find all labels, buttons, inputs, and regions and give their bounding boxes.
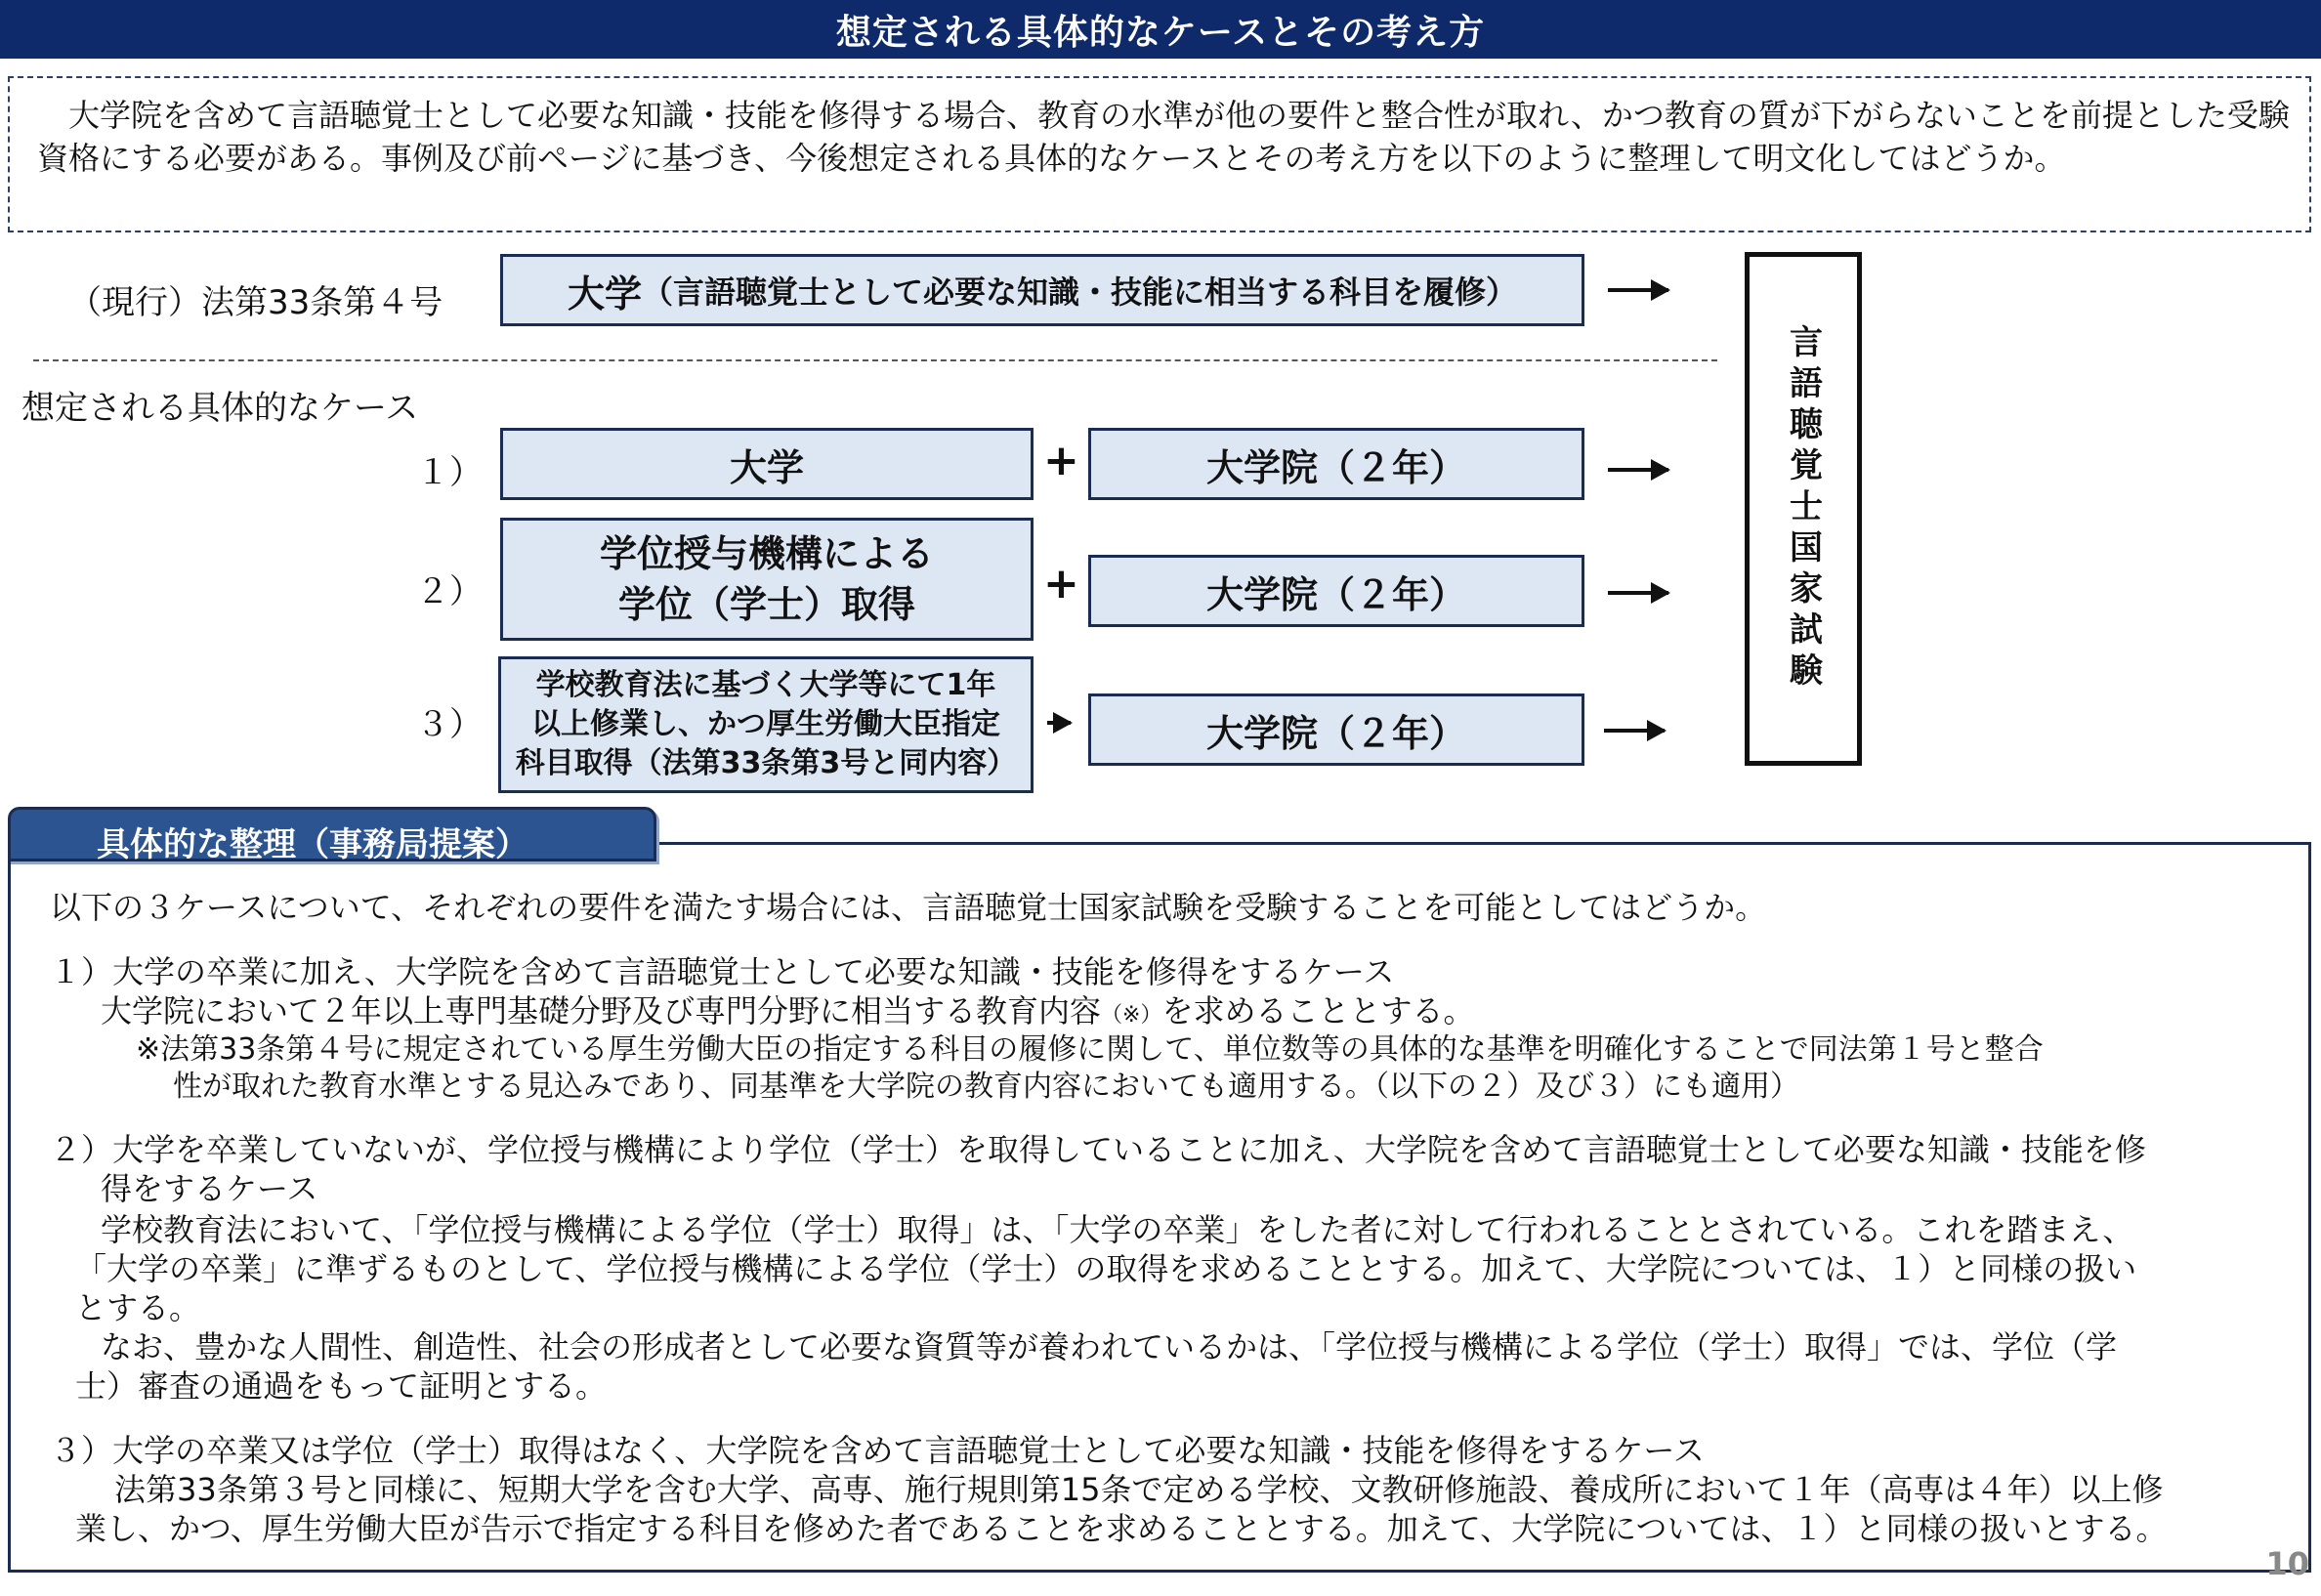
national-exam-label: 言語聴覚士国家試験 bbox=[1783, 324, 1823, 693]
item2-body1-line3: とする。 bbox=[75, 1289, 201, 1326]
current-route-box bbox=[500, 254, 1584, 326]
cases-heading: 想定される具体的なケース bbox=[21, 389, 419, 428]
case2-left-line1: 学位授与機構による bbox=[599, 532, 934, 575]
item1-heading: １）大学の卒業に加え、大学院を含めて言語聴覚士として必要な知識・技能を修得をするケース bbox=[50, 953, 1395, 990]
case2-left-line2: 学位（学士）取得 bbox=[617, 583, 915, 626]
item2-body2-line2: 士）審査の通過をもって証明とする。 bbox=[75, 1367, 608, 1405]
case2-left-box bbox=[500, 518, 1034, 641]
case1-left-box bbox=[500, 428, 1034, 500]
case2-right-text: 大学院（２年） bbox=[1205, 572, 1466, 616]
arrow-icon bbox=[1608, 468, 1668, 472]
intro-box bbox=[8, 76, 2311, 232]
arrow-icon bbox=[1608, 288, 1668, 292]
item1-body-text-2: を求めることとする。 bbox=[1161, 992, 1475, 1029]
case3-left-line2: 以上修業し、かつ厚生労働大臣指定 bbox=[531, 707, 1000, 741]
case3-right-box bbox=[1088, 693, 1584, 766]
arrow-icon bbox=[1047, 721, 1071, 725]
case1-left-text: 大学 bbox=[729, 445, 804, 489]
current-route-box-sub: （言語聴覚士として必要な知識・技能に相当する科目を履修） bbox=[642, 273, 1518, 311]
plus-icon: + bbox=[1043, 436, 1079, 485]
case1-right-box bbox=[1088, 428, 1584, 500]
item1-body bbox=[101, 991, 2273, 1035]
item2-body1-line2: 「大学の卒業」に準ずるものとして、学位授与機構による学位（学士）の取得を求めることとする。加えて、大学院については、１）と同様の扱い bbox=[75, 1250, 2137, 1287]
item2-heading-line2: 得をするケース bbox=[101, 1170, 318, 1207]
current-route-box-main: 大学 bbox=[567, 272, 642, 315]
flow-separator bbox=[33, 359, 1717, 361]
item2-heading-line1: ２）大学を卒業していないが、学位授与機構により学位（学士）を取得していることに加え、大学院を含めて言語聴覚士として必要な知識・技能を修 bbox=[50, 1131, 2146, 1168]
case3-number: ３） bbox=[416, 705, 483, 744]
intro-text: 大学院を含めて言語聴覚士として必要な知識・技能を修得する場合、教育の水準が他の要件と整合性が取れ、かつ教育の質が下がらないことを前提とした受験資格にする必要がある。事例及び前ページに基づき、今後想定される具体的なケースとその考え方を以下のように整理して明文化してはどうか。 bbox=[37, 97, 2290, 177]
case3-left-box bbox=[498, 656, 1034, 793]
item2-body2-line1: なお、豊かな人間性、創造性、社会の形成者として必要な資質等が養われているかは、「学位授与機構による学位（学士）取得」では、学位（学 bbox=[101, 1328, 2118, 1365]
item1-body-mark: （※） bbox=[1101, 1003, 1162, 1028]
item3-body-line1: 法第33条第３号と同様に、短期大学を含む大学、高専、施行規則第15条で定める学校、文教研修施設、養成所において１年（高専は４年）以上修 bbox=[114, 1471, 2164, 1508]
case2-right-box bbox=[1088, 555, 1584, 627]
arrow-icon bbox=[1608, 591, 1668, 595]
current-route-label: （現行）法第33条第４号 bbox=[68, 283, 443, 322]
item1-note-line2: 性が取れた教育水準とする見込みであり、同基準を大学院の教育内容においても適用する。（以下の２）及び３）にも適用） bbox=[173, 1070, 1799, 1104]
plus-icon: + bbox=[1043, 559, 1079, 609]
item1-body-text: 大学院において２年以上専門基礎分野及び専門分野に相当する教育内容 bbox=[101, 992, 1102, 1029]
case2-number: ２） bbox=[416, 572, 483, 611]
case1-right-text: 大学院（２年） bbox=[1205, 445, 1466, 489]
item3-heading: ３）大学の卒業又は学位（学士）取得はなく、大学院を含めて言語聴覚士として必要な知識・技能を修得をするケース bbox=[50, 1432, 1705, 1469]
item3-body-line2: 業し、かつ、厚生労働大臣が告示で指定する科目を修めた者であることを求めることとする。加えて、大学院については、１）と同様の扱いとする。 bbox=[75, 1510, 2168, 1547]
case3-left-line1: 学校教育法に基づく大学等にて1年 bbox=[535, 668, 996, 702]
proposal-lead: 以下の３ケースについて、それぞれの要件を満たす場合には、言語聴覚士国家試験を受験することを可能としてはどうか。 bbox=[50, 889, 1767, 926]
proposal-tab bbox=[8, 807, 656, 864]
case1-number: １） bbox=[416, 453, 483, 492]
case3-right-text: 大学院（２年） bbox=[1205, 711, 1466, 755]
page-title: 想定される具体的なケースとその考え方 bbox=[835, 13, 1486, 53]
proposal-tab-label: 具体的な整理（事務局提案） bbox=[97, 825, 528, 864]
page-number: 10 bbox=[2265, 1545, 2309, 1582]
proposal-panel bbox=[8, 842, 2311, 1573]
title-bar bbox=[0, 0, 2321, 59]
national-exam-box bbox=[1745, 252, 1862, 766]
item1-note-line1: ※法第33条第４号に規定されている厚生労働大臣の指定する科目の履修に関して、単位数等の具体的な基準を明確化することで同法第１号と整合 bbox=[136, 1032, 2044, 1067]
case3-left-line3: 科目取得（法第33条第3号と同内容） bbox=[515, 746, 1017, 780]
item2-body1-line1: 学校教育法において、「学位授与機構による学位（学士）取得」は、「大学の卒業」をした者に対して行われることとされている。これを踏まえ、 bbox=[101, 1211, 2134, 1248]
arrow-icon bbox=[1604, 729, 1665, 733]
